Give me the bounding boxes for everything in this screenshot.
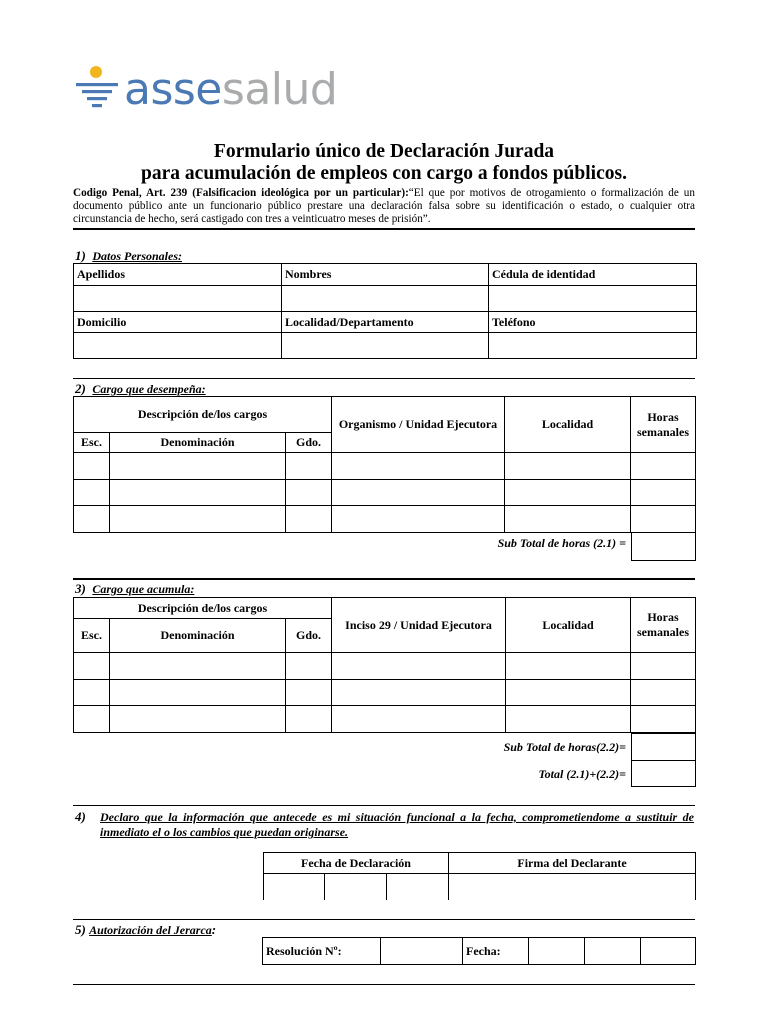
cell-gdo[interactable]	[286, 706, 332, 733]
authorization-table	[262, 937, 696, 965]
divider	[73, 919, 695, 920]
cell-inciso[interactable]	[332, 680, 506, 706]
field-resolucion[interactable]	[381, 938, 463, 965]
asse-logo-icon	[74, 64, 122, 110]
field-cedula[interactable]	[489, 286, 697, 312]
declaration-table	[263, 852, 696, 900]
section1-heading	[75, 248, 182, 264]
label-apellidos: Apellidos	[74, 264, 282, 286]
table-row	[74, 653, 696, 680]
cell-localidad[interactable]	[505, 480, 631, 506]
cell-esc[interactable]	[74, 480, 110, 506]
cell-gdo[interactable]	[286, 480, 332, 506]
cell-denominacion[interactable]	[110, 480, 286, 506]
label-resolucion: Resolución Nº:	[263, 938, 381, 965]
divider	[73, 805, 695, 806]
header-localidad: Localidad	[506, 598, 631, 653]
total-field[interactable]	[631, 760, 696, 787]
section5-number: 5)	[75, 922, 86, 937]
field-fecha-dia[interactable]	[264, 874, 325, 900]
label-localidad-departamento: Localidad/Departamento	[282, 312, 489, 333]
table-row	[74, 706, 696, 733]
header-firma-declarante: Firma del Declarante	[449, 853, 696, 874]
cell-denominacion[interactable]	[110, 653, 286, 680]
cell-inciso[interactable]	[332, 653, 506, 680]
header-descripcion-cargos: Descripción de/los cargos	[74, 397, 332, 433]
section2-title: Cargo que desempeña:	[92, 382, 206, 396]
field-localidad-departamento[interactable]	[282, 333, 489, 359]
table-row	[74, 480, 696, 506]
label-domicilio: Domicilio	[74, 312, 282, 333]
section2-heading	[75, 381, 206, 397]
header-descripcion-cargos: Descripción de/los cargos	[74, 598, 332, 619]
cell-horas[interactable]	[631, 453, 696, 480]
cell-gdo[interactable]	[286, 506, 332, 533]
field-domicilio[interactable]	[74, 333, 282, 359]
section3-heading	[75, 581, 194, 597]
field-fecha-mes[interactable]	[585, 938, 641, 965]
form-title-line2: para acumulación de empleos con cargo a fondos públicos.	[141, 163, 627, 184]
field-fecha-anio[interactable]	[387, 874, 449, 900]
field-fecha-mes[interactable]	[325, 874, 387, 900]
section5-heading	[75, 922, 216, 938]
table-row	[74, 453, 696, 480]
cell-gdo[interactable]	[286, 680, 332, 706]
cell-localidad[interactable]	[506, 653, 631, 680]
header-fecha-declaracion: Fecha de Declaración	[264, 853, 449, 874]
header-inciso: Inciso 29 / Unidad Ejecutora	[332, 598, 506, 653]
total-label: Total (2.1)+(2.2)=	[538, 767, 626, 781]
section3-number: 3)	[75, 581, 86, 596]
header-gdo: Gdo.	[286, 433, 332, 453]
cell-denominacion[interactable]	[110, 680, 286, 706]
subtotal-2-1-field[interactable]	[631, 532, 696, 561]
logo-word-salud: salud	[221, 64, 338, 115]
section4-number: 4)	[75, 809, 86, 824]
divider	[73, 984, 695, 985]
field-fecha-dia[interactable]	[529, 938, 585, 965]
legal-notice	[73, 187, 695, 226]
cell-esc[interactable]	[74, 706, 110, 733]
current-positions-table	[73, 396, 696, 533]
table-row	[74, 506, 696, 533]
cell-horas[interactable]	[631, 706, 696, 733]
divider	[73, 228, 695, 230]
cell-esc[interactable]	[74, 653, 110, 680]
cell-denominacion[interactable]	[110, 706, 286, 733]
section2-number: 2)	[75, 381, 86, 396]
field-apellidos[interactable]	[74, 286, 282, 312]
cell-localidad[interactable]	[505, 506, 631, 533]
subtotal-2-1-label: Sub Total de horas (2.1) =	[497, 536, 626, 550]
field-firma[interactable]	[449, 874, 696, 900]
header-horas-semanales: Horas semanales	[631, 598, 696, 653]
form-title-line1: Formulario único de Declaración Jurada	[213, 141, 555, 162]
cell-horas[interactable]	[631, 506, 696, 533]
cell-horas[interactable]	[631, 653, 696, 680]
cell-organismo[interactable]	[332, 453, 505, 480]
table-row	[74, 680, 696, 706]
cell-gdo[interactable]	[286, 653, 332, 680]
header-organismo: Organismo / Unidad Ejecutora	[332, 397, 505, 453]
cell-inciso[interactable]	[332, 706, 506, 733]
cell-localidad[interactable]	[506, 680, 631, 706]
label-nombres: Nombres	[282, 264, 489, 286]
label-telefono: Teléfono	[489, 312, 697, 333]
cell-esc[interactable]	[74, 453, 110, 480]
header-denominacion: Denominación	[110, 433, 286, 453]
declaration-text: Declaro que la información que antecede es mi situación funcional a la fecha, comprometiendome a sustituir de inmediato el o los cambios que puedan originarse.	[100, 810, 694, 839]
cell-esc[interactable]	[74, 680, 110, 706]
divider	[73, 378, 695, 379]
cell-gdo[interactable]	[286, 453, 332, 480]
header-esc: Esc.	[74, 619, 110, 653]
field-fecha-anio[interactable]	[641, 938, 696, 965]
subtotal-2-2-label: Sub Total de horas(2.2)=	[503, 740, 626, 754]
header-esc: Esc.	[74, 433, 110, 453]
section1-title: Datos Personales:	[92, 249, 183, 263]
header-denominacion: Denominación	[110, 619, 286, 653]
subtotal-2-2-field[interactable]	[631, 733, 696, 761]
divider	[73, 578, 695, 580]
cell-localidad[interactable]	[505, 453, 631, 480]
section5-title: Autorización del Jerarca	[89, 923, 212, 937]
field-telefono[interactable]	[489, 333, 697, 359]
cell-horas[interactable]	[631, 680, 696, 706]
cell-horas[interactable]	[631, 480, 696, 506]
header-localidad: Localidad	[505, 397, 631, 453]
section3-title: Cargo que acumula:	[92, 582, 195, 596]
cell-localidad[interactable]	[506, 706, 631, 733]
cell-organismo[interactable]	[332, 506, 505, 533]
legal-notice-text: “El que por motivos de otrogamiento o formalización de un documento público ante un funcionario público prestare una declaración falsa sobre su identificación o estado, o cualquier otra circunstancia de hecho, será castigado con tres a veinticuatro meses de prisión”.	[73, 187, 695, 225]
legal-notice-heading: Codigo Penal, Art. 239 (Falsificacion ideológica por un particular):	[73, 187, 409, 199]
personal-data-table	[73, 263, 697, 359]
label-cedula: Cédula de identidad	[489, 264, 697, 286]
header-horas-semanales: Horas semanales	[631, 397, 696, 453]
field-nombres[interactable]	[282, 286, 489, 312]
logo-word-asse: asse	[124, 64, 222, 115]
cell-esc[interactable]	[74, 506, 110, 533]
label-fecha: Fecha:	[463, 938, 529, 965]
header-gdo: Gdo.	[286, 619, 332, 653]
cell-denominacion[interactable]	[110, 506, 286, 533]
logo	[74, 64, 344, 115]
section5-colon: :	[211, 922, 217, 937]
section1-number: 1)	[75, 248, 86, 263]
accumulated-positions-table	[73, 597, 696, 733]
cell-organismo[interactable]	[332, 480, 505, 506]
cell-denominacion[interactable]	[110, 453, 286, 480]
